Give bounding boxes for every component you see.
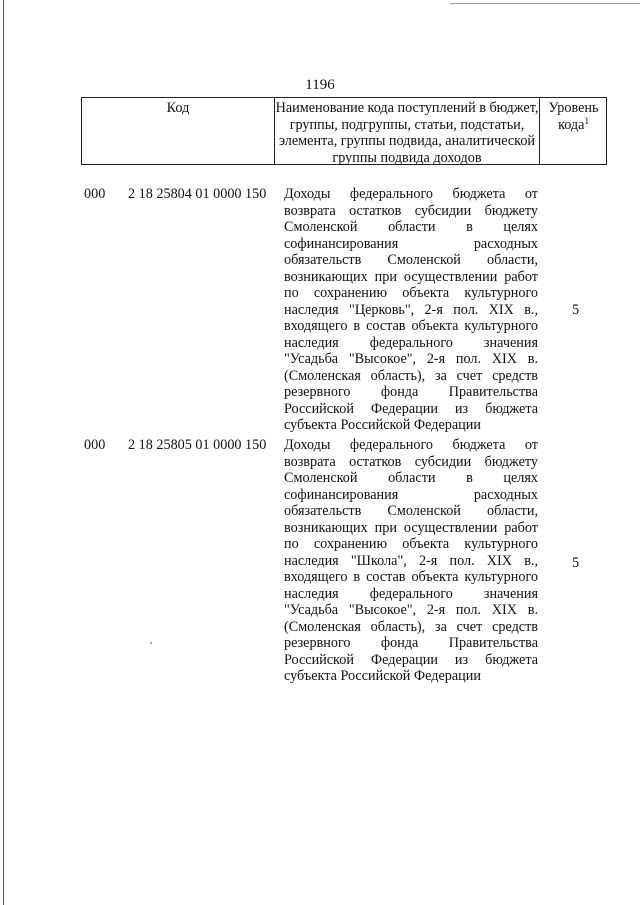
page-number: 1196 [305, 77, 335, 93]
scan-left-edge [3, 0, 4, 905]
admin-code: 000 [84, 186, 106, 202]
budget-classification-code: 2 18 25805 01 0000 150 [128, 437, 267, 453]
table-header [81, 97, 607, 165]
row-description: Доходы федерального бюджета от возврата остатков субсидии бюджету Смоленской области в целях софинансирования расходных обязательств Смоленской области, возникающих при осуществлении работ по сохранению объекта культурного наследия "Церковь", 2-я пол. XIX в., входящего в состав объекта культурного наследия федерального значения "Усадьба "Высокое", 2-я пол. XIX в. (Смоленская область), за счет средств резервного фонда Правительства Российской Федерации из бюджета субъекта Российской Федерации [284, 186, 538, 433]
scan-top-edge [450, 3, 640, 4]
footnote-marker: 1 [584, 115, 589, 126]
row-level: 5 [572, 302, 580, 318]
header-name [275, 98, 540, 164]
row-description: Доходы федерального бюджета от возврата остатков субсидии бюджету Смоленской области в целях софинансирования расходных обязательств Смоленской области, возникающих при осуществлении работ по сохранению объекта культурного наследия "Школа", 2-я пол. XIX в., входящего в состав объекта культурного наследия федерального значения "Усадьба "Высокое", 2-я пол. XIX в. (Смоленская область), за счет средств резервного фонда Правительства Российской Федерации из бюджета субъекта Российской Федерации [284, 437, 538, 684]
header-level-label: Уровень кода [548, 100, 599, 133]
scan-speck [150, 642, 152, 644]
admin-code: 000 [84, 437, 106, 453]
header-name-label: Наименование кода поступлений в бюджет, группы, подгруппы, статьи, подстатьи, элемента, группы подвида, аналитической группы подвида доходов [275, 100, 539, 166]
header-level [540, 98, 607, 164]
row-level: 5 [572, 555, 580, 571]
budget-classification-code: 2 18 25804 01 0000 150 [128, 186, 267, 202]
header-code-label: Код [166, 100, 190, 116]
header-code [82, 98, 275, 164]
